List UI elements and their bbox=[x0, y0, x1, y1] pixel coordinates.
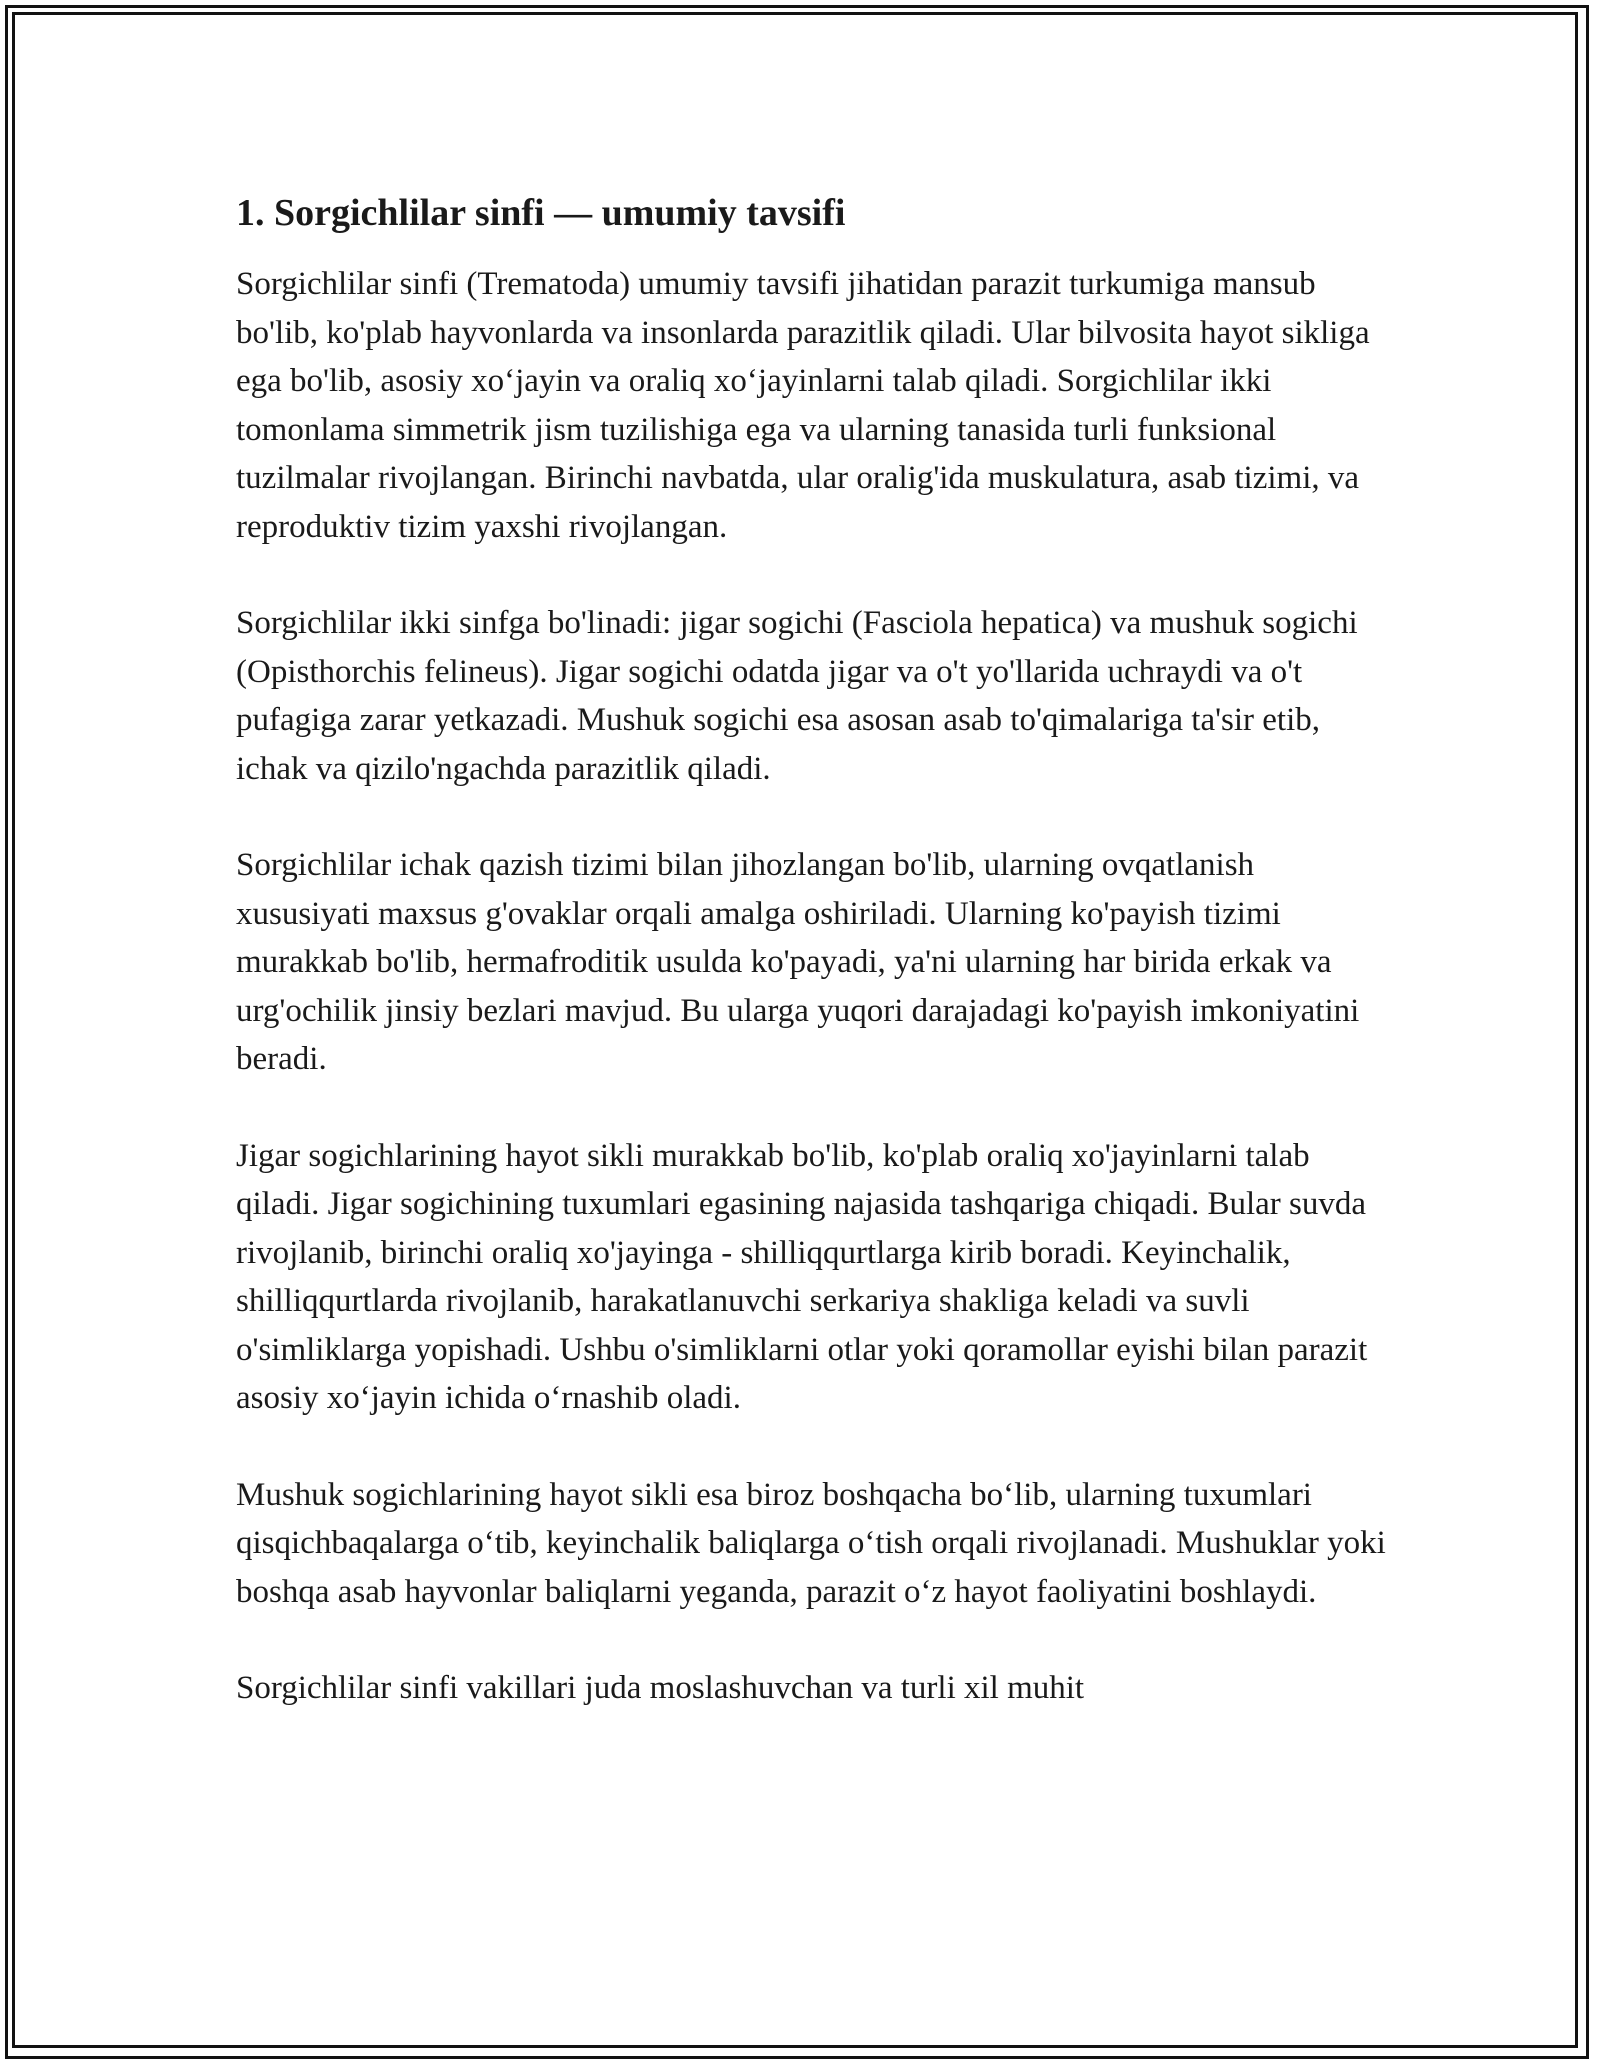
paragraph-liver-fluke-life-cycle: Jigar sogichlarining hayot sikli murakkab bo'lib, ko'plab oraliq xo'jayinlarni talab qiladi. Jigar sogichining tuxumlari egasining najasida tashqariga chiqadi. Bular suvda rivojlanib, birinchi oraliq xo'jayinga - shilliqqurtlarga kirib boradi. Keyinchalik, shilliqqurtlarda rivojlanib, harakatlanuvchi serkariya shakliga keladi va suvli o'simliklarga yopishadi. Ushbu o'simliklarni otlar yoki qoramollar eyishi bilan parazit asosiy xo‘jayin ichida o‘rnashib oladi. bbox=[236, 1137, 1368, 1416]
section-heading: 1. Sorgichlilar sinfi — umumiy tavsifi bbox=[236, 192, 846, 234]
document-body bbox=[236, 186, 1396, 1761]
paragraph-digestion-reproduction: Sorgichlilar ichak qazish tizimi bilan jihozlangan bo'lib, ularning ovqatlanish xususiyati maxsus g'ovaklar orqali amalga oshiriladi. Ularning ko'payish tizimi murakkab bo'lib, hermafroditik usulda ko'payadi, ya'ni ularning har birida erkak va urg'ochilik jinsiy bezlari mavjud. Bu ularga yuqori darajadagi ko'payish imkoniyatini beradi. bbox=[236, 847, 1360, 1077]
paragraph-cat-fluke-life-cycle: Mushuk sogichlarining hayot sikli esa biroz boshqacha bo‘lib, ularning tuxumlari qisqichbaqalarga o‘tib, keyinchalik baliqlarga o‘tish orqali rivojlanadi. Mushuklar yoki boshqa asab hayvonlar baliqlarni yeganda, parazit o‘z hayot faoliyatini boshlaydi. bbox=[236, 1476, 1386, 1610]
paragraph-classification: Sorgichlilar ikki sinfga bo'linadi: jigar sogichi (Fasciola hepatica) va mushuk sogichi (Opisthorchis felineus). Jigar sogichi odatda jigar va o't yo'llarida uchraydi va o't pufagiga zarar yetkazadi. Mushuk sogichi esa asosan asab to'qimalariga ta'sir etib, ichak va qizilo'ngachda parazitlik qiladi. bbox=[236, 605, 1358, 787]
paragraph-adaptability: Sorgichlilar sinfi vakillari juda moslashuvchan va turli xil muhit bbox=[236, 1670, 1085, 1706]
paragraph-general-description: Sorgichlilar sinfi (Trematoda) umumiy tavsifi jihatidan parazit turkumiga mansub bo'lib, ko'plab hayvonlarda va insonlarda parazitlik qiladi. Ular bilvosita hayot sikliga ega bo'lib, asosiy xo‘jayin va oraliq xo‘jayinlarni talab qiladi. Sorgichlilar ikki tomonlama simmetrik jism tuzilishiga ega va ularning tanasida turli funksional tuzilmalar rivojlangan. Birinchi navbatda, ular oralig'ida muskulatura, asab tizimi, va reproduktiv tizim yaxshi rivojlangan. bbox=[236, 266, 1370, 545]
